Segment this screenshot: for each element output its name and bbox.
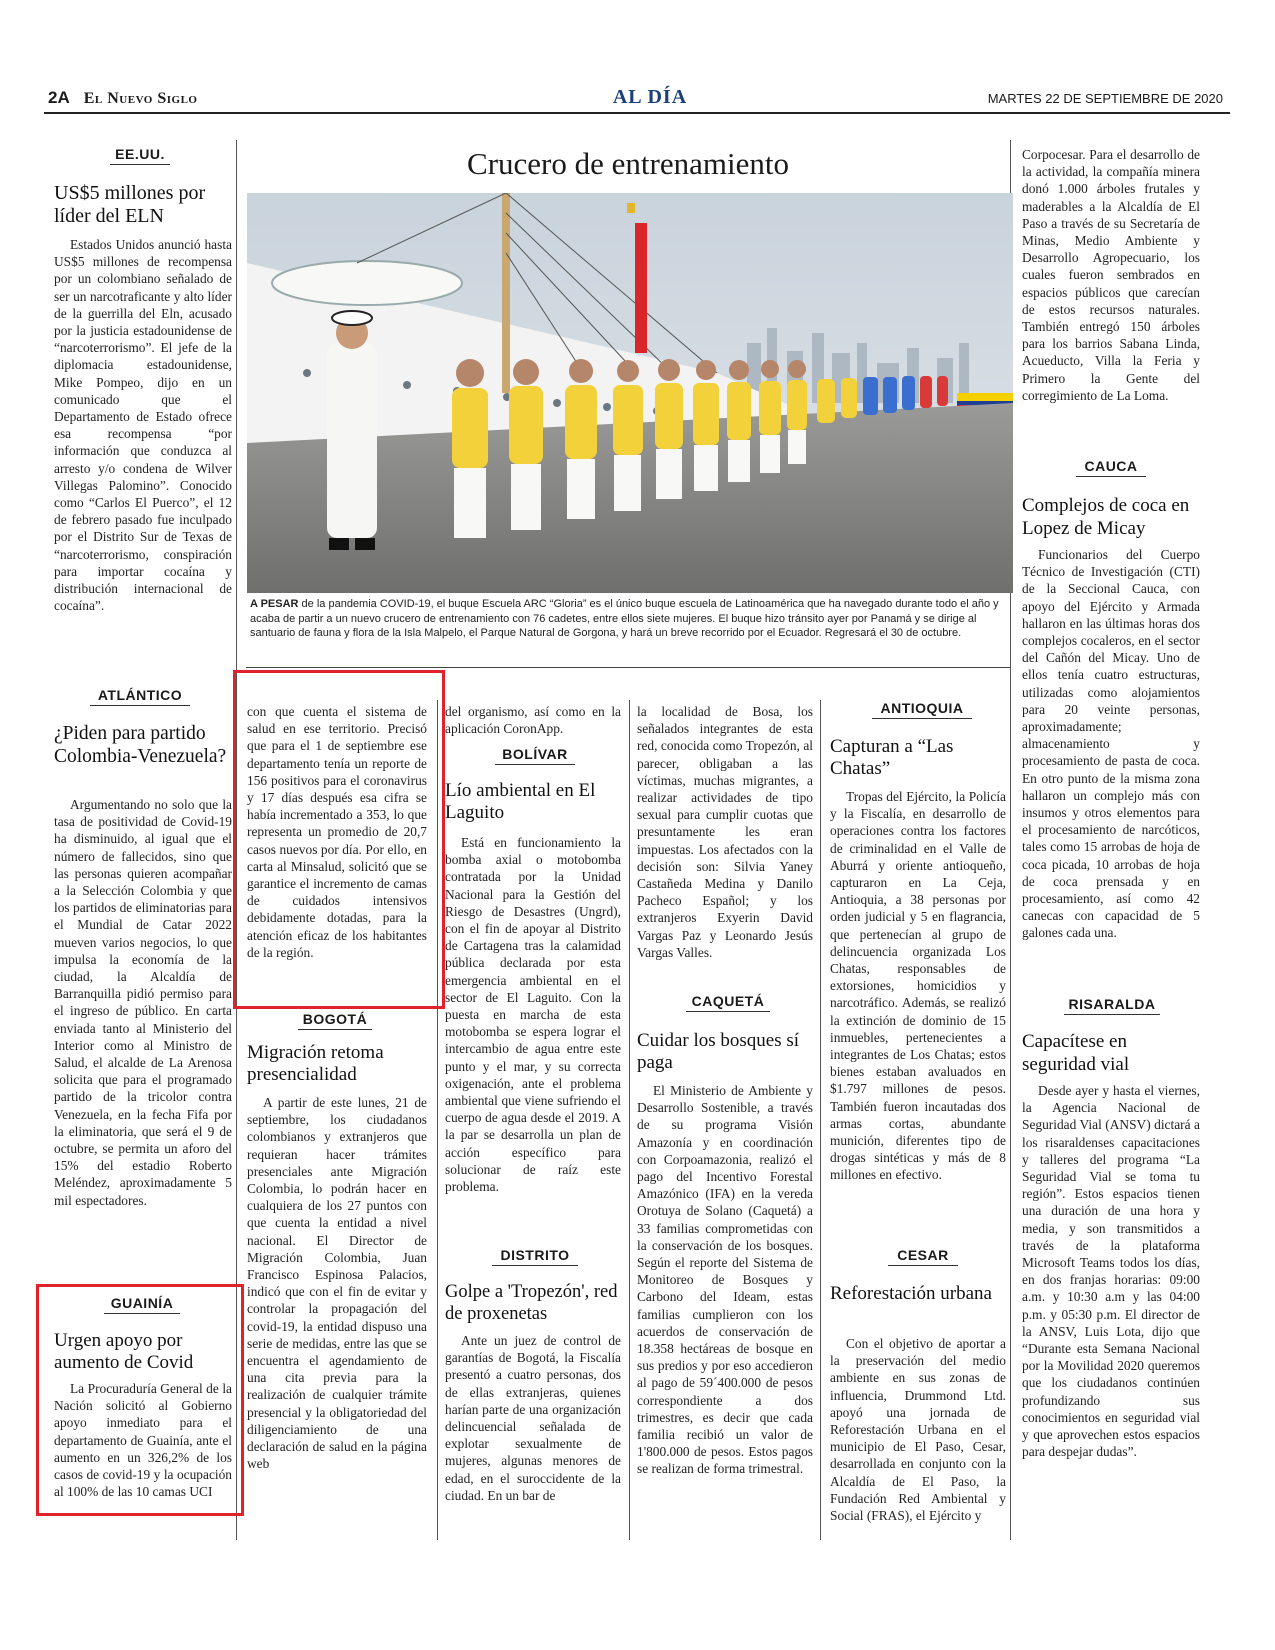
kicker-cesar: CESAR [888, 1247, 958, 1266]
article-body-cauca: Funcionarios del Cuerpo Técnico de Investigación (CTI) de la Seccional Cauca, con apoyo del Ejército y Armada hallaron en las últimas horas dos complejos cocaleros, en el sector del Cañón del Micay. Uno de ellos tenía cuatro estructuras, utilizadas como alojamientos para 20 veinte personas, aproximadamente; almacenamiento y procesamiento de pasta de coca. En otro punto de la misma zona hallaron un complejo más con insumos y otros elementos para el procesamiento de narcóticos, tales como 15 arrobas de hoja de coca picada, 10 arrobas de hoja de coca prensada y en procesamiento, así como 42 canecas con capacidad de 5 galones cada una. [1022, 547, 1200, 941]
section-title: AL DÍA [612, 86, 688, 108]
headline-bogota: Migración retoma presencialidad [247, 1042, 384, 1085]
kicker-guainia: GUAINÍA [104, 1295, 180, 1314]
kicker-bogota: BOGOTÁ [298, 1011, 372, 1030]
kicker-distrito: DISTRITO [492, 1247, 578, 1266]
kicker-risaralda: RISARALDA [1064, 996, 1160, 1015]
kicker-atlantico: ATLÁNTICO [90, 687, 190, 706]
article-body-cesar: Con el objetivo de aportar a la preservación del medio ambiente en sus zonas de influencia, Drummond Ltd. apoyó una jornada de Reforestación Urbana en el municipio de El Paso, Cesar, desarrollada en conjunto con la Alcaldía de El Paso, la Fundación Red Ambiental y Social (FRAS), el Ejército y [830, 1336, 1006, 1523]
page-number: 2A [48, 88, 70, 107]
photo-caption [250, 597, 1012, 641]
kicker-cauca: CAUCA [1076, 458, 1146, 477]
headline-atlantico: ¿Piden para partido Colombia-Venezuela? [54, 723, 227, 767]
kicker-bolivar: BOLÍVAR [495, 746, 575, 765]
article-body-cesar-continued: Corpocesar. Para el desarrollo de la actividad, la compañía minera donó 1.000 árboles frutales y maderables a la Alcaldía de El Paso a través de su Secretaría de Minas, Medio Ambiente y Desarrollo Agropecuario, los cuales fueron sembrados en espacios públicos que carecían de estos recursos naturales. También entregó 150 árboles para los barrios Sabana Linda, Acueducto, Villa la Feria y Primero la Gente del corregimiento de La Loma. [1022, 147, 1200, 403]
article-body-bogota-continued: del organismo, así como en la aplicación CoronApp. [445, 704, 621, 737]
headline-eeuu: US$5 millones por líder del ELN [54, 182, 206, 227]
kicker-eeuu: EE.UU. [110, 146, 170, 165]
article-body-distrito: Ante un juez de control de garantías de Bogotá, la Fiscalía presentó a cuatro personas, dos de ellas extranjeras, quienes harían parte de una organización delincuencial señalada de explotar sexualmente de mujeres, algunas menores de edad, en el suroccidente de la ciudad. En un bar de [445, 1333, 621, 1503]
headline-caqueta: Cuidar los bosques sí paga [637, 1030, 800, 1073]
headline-cesar: Reforestación urbana [830, 1283, 992, 1304]
article-body-caqueta: El Ministerio de Ambiente y Desarrollo Sostenible, a través de su programa Visión Amazonía y en coordinación con Corpoamazonia, realizó el pago del Incentivo Forestal Amazónico (IFA) en la vereda Orotuya de Solano (Caquetá) a 33 familias comprometidas con la conservación de los bosques. Según el reporte del Sistema de Monitoreo de Bosques y Carbono del Ideam, estas familias cumplieron con los acuerdos de conservación de 18.358 hectáreas de bosque en sus predios y por eso accedieron al pago de 59´400.000 de pesos correspondiente a dos trimestres, es decir que cada familia recibió un valor de 1'800.000 de pesos. Estos pagos se realizan de forma trimestral. [637, 1083, 813, 1477]
training-cruise-photo [247, 193, 1013, 593]
kicker-antioquia: ANTIOQUIA [872, 700, 972, 719]
newspaper-name: El Nuevo Siglo [83, 90, 198, 107]
headline-antioquia: Capturan a “Las Chatas” [830, 736, 954, 779]
headline-distrito: Golpe a 'Tropezón', red de proxenetas [445, 1282, 618, 1324]
article-body-bolivar: Está en funcionamiento la bomba axial o motobomba contratada por la Unidad Nacional para la Gestión del Riesgo de Desastres (Ungrd), con el fin de apoyar al Distrito de Cartagena tras la calamidad pública declarada por esta emergencia ambiental en el sector de El Laguito. Con la puesta en marcha de esta motobomba se espera lograr el intercambio de agua entre este punto y el mar, y su correcta oxigenación, ante el problema ambiental que viene sufriendo el cuerpo de agua desde el 2019. A la par se desarrolla un plan de acción específico para solucionar de raíz este problema. [445, 835, 621, 1195]
article-body-guainia-continued: con que cuenta el sistema de salud en ese territorio. Precisó que para el 1 de septiembre ese departamento tenía un reporte de 156 positivos para el coronavirus y 17 días después esa cifra se había incrementado a 353, lo que representa un promedio de 20,7 casos nuevos por día. Por ello, en carta al Minsalud, solicitó que se garantice el incremento de camas de cuidados intensivos debidamente dotadas, para la atención eficaz de los habitantes de la región. [247, 704, 427, 960]
article-body-eeuu: Estados Unidos anunció hasta US$5 millones de recompensa por un colombiano señalado de ser un narcotraficante y alto líder de la guerrilla del Eln, acusado por la justicia estadounidense de “narcoterrorismo”. El jefe de la diplomacia estadounidense, Mike Pompeo, dijo en un comunicado que el Departamento de Estado ofrece esa recompensa “por información que conduzca al arresto y/o condena de Wilver Villegas Palomino”. Conocido como “Carlos El Puerco”, el 12 de febrero pasado fue inculpado por el Distrito Sur de Texas de “narcoterrorismo, conspiración para importar cocaína y distribución internacional de cocaína”. [54, 237, 232, 614]
article-body-guainia: La Procuraduría General de la Nación solicitó al Gobierno apoyo inmediato para el departamento de Guainía, ante el aumento en un 326,2% de los casos de covid-19 y la ocupación al 100% de las 10 camas UCI [54, 1381, 232, 1500]
feature-title: Crucero de entrenamiento [467, 146, 789, 181]
issue-date: MARTES 22 DE SEPTIEMBRE DE 2020 [987, 91, 1223, 106]
headline-risaralda: Capacítese en seguridad vial [1022, 1031, 1130, 1075]
headline-bolivar: Lío ambiental en El Laguito [445, 780, 596, 823]
page-header-left [48, 88, 198, 108]
article-body-antioquia: Tropas del Ejército, la Policía y la Fiscalía, en desarrollo de operaciones contra los factores de criminalidad en el Valle de Aburrá y oriente antioqueño, capturaron en La Ceja, Antioquia, a 38 personas por orden judicial y 5 en flagrancia, que pertenecían al grupo de delincuencia organizada Los Chatas, responsables de extorsiones, homicidios y narcotráfico. Además, se realizó la extinción de dominio de 15 inmuebles, pertenecientes a integrantes de Los Chatas; estos bienes estaban avaluados en $1.797 millones de pesos. También fueron incautadas dos armas cortas, abundante munición, diferentes tipo de drogas sintéticas y más de 8 millones en efectivo. [830, 789, 1006, 1183]
article-body-atlantico: Argumentando no solo que la tasa de positividad de Covid-19 ha disminuido, al igual que el número de fallecidos, sino que las personas quieren acompañar a la Selección Colombia y que los partidos de eliminatorias para el Mundial de Catar 2022 mueven varios negocios, lo que impulsa la economía de la ciudad, la Alcaldía de Barranquilla pidió permiso para el ingreso de público. En carta enviada tanto al Ministerio del Interior como al Ministro de Salud, el alcalde de La Arenosa solicita que para el programado partido de la tricolor contra Venezuela, en la fecha Fifa por la eliminatoria, que será el 9 de octubre, se permita un aforo del 15% del estadio Roberto Meléndez, aproximadamente 5 mil espectadores. [54, 797, 232, 1208]
article-body-risaralda: Desde ayer y hasta el viernes, la Agencia Nacional de Seguridad Vial (ANSV) dictará a los risaraldenses capacitaciones y talleres del programa “La Seguridad Vial se toma tu región”. Estos espacios tienen una duración de una hora y media, y son transmitidos a través de la plataforma Microsoft Teams todos los días, en dos franjas horarias: 09:00 a.m. y 10:30 a.m y las 04:00 p.m. y 05:30 p.m. El director de la ANSV, Luis Lota, dijo que “Durante esta Semana Nacional por la Movilidad 2020 queremos que los ciudadanos continúen profundizando sus conocimientos en seguridad vial y que aprovechen estos espacios para despejar dudas”. [1022, 1083, 1200, 1460]
headline-guainia: Urgen apoyo por aumento de Covid [54, 1330, 194, 1373]
caption-lead: A PESAR [250, 598, 299, 610]
article-body-bogota: A partir de este lunes, 21 de septiembre, los ciudadanos colombianos y extranjeros que requieran hacer trámites presenciales ante Migración Colombia, lo podrán hacer en cualquiera de los 27 puntos con que cuenta la entidad a nivel nacional. El Director de Migración Colombia, Juan Francisco Espinosa Palacios, indicó que con el fin de evitar y controlar la propagación del covid-19, la entidad dispuso una serie de medidas, entre las que se encuentra el agendamiento de una cita previa para la realización de cualquier trámite presencial y la obligatoriedad del diligenciamiento de una declaración de salud en la página web [247, 1095, 427, 1472]
headline-cauca: Complejos de coca en Lopez de Micay [1022, 495, 1190, 539]
caption-text: de la pandemia COVID-19, el buque Escuela ARC “Gloria” es el único buque escuela de Latinoamérica que ha navegado durante todo el año y acaba de partir a un nuevo crucero de entrenamiento con 76 cadetes, entre ellos siete mujeres. El buque hizo tránsito ayer por Panamá y se dirige al santuario de fauna y flora de la Isla Malpelo, el Parque Natural de Gorgona, y hará un breve recorrido por el Ecuador. Regresará el 30 de octubre. [250, 598, 999, 639]
article-body-distrito-continued: la localidad de Bosa, los señalados integrantes de esta red, conocida como Tropezón, al parecer, obligaban a las víctimas, muchas migrantes, a realizar actividades de tipo sexual para cumplir cuotas que presuntamente les eran impuestas. Los afectados con la decisión son: Silvia Yaney Castañeda Medina y Danilo Pacheco Español; y los extranjeros Exyerin David Vargas Paz y Leonardo Jesús Vargas Valles. [637, 704, 813, 960]
column-divider [820, 700, 821, 1540]
column-divider [629, 700, 630, 1540]
header-rule [44, 112, 1230, 114]
kicker-caqueta: CAQUETÁ [686, 993, 770, 1012]
caption-rule [246, 667, 1010, 668]
